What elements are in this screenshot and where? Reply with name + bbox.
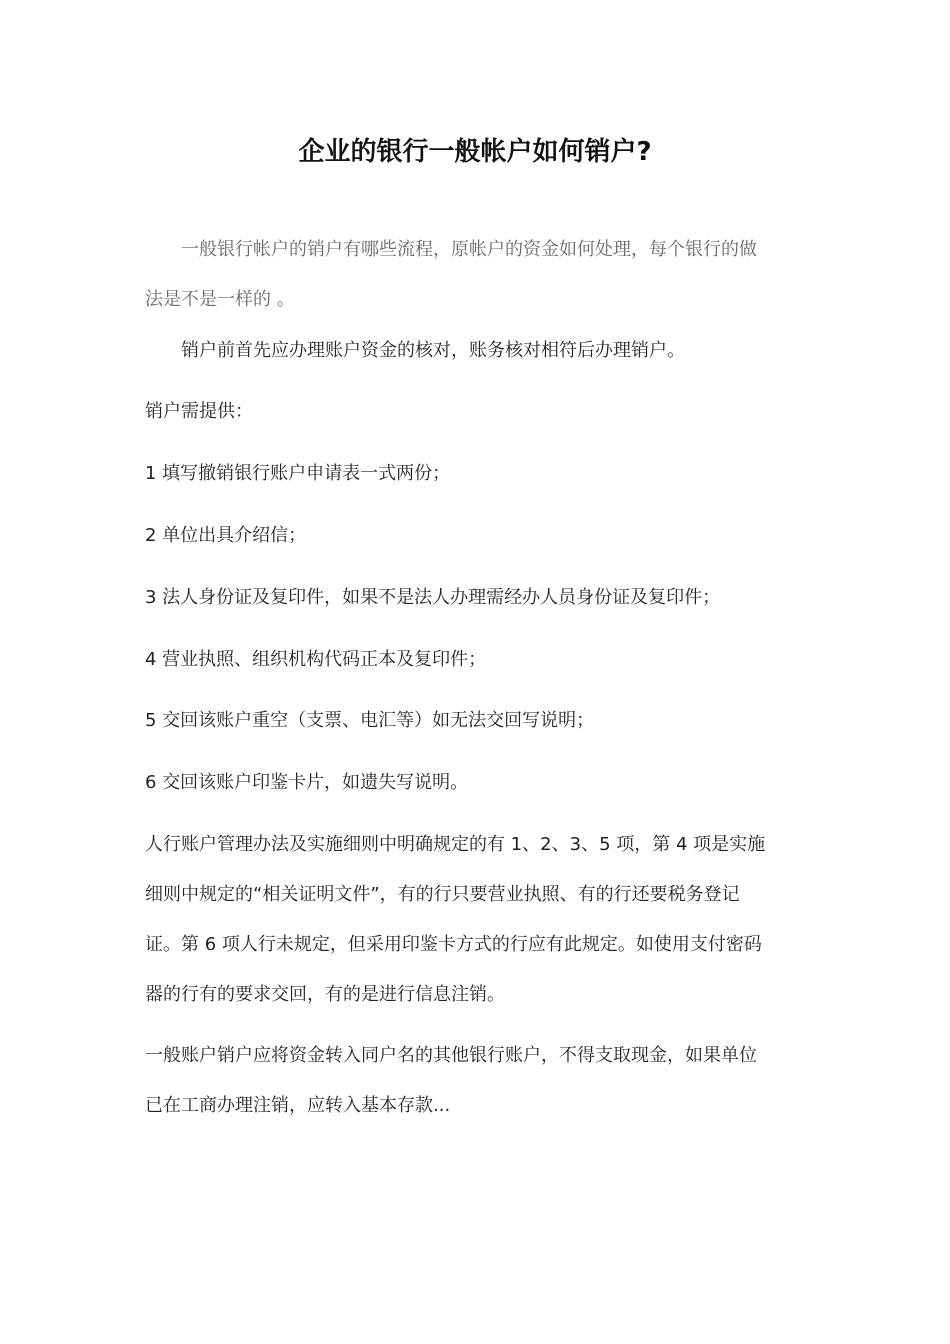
page-title: 企业的银行一般帐户如何销户? [298, 137, 652, 167]
regulation-line: 人行账户管理办法及实施细则中明确规定的有 1、2、3、5 项，第 4 项是实施 [145, 834, 766, 855]
requirement-item: 2 单位出具介绍信； [145, 525, 307, 546]
intro-line: 法是不是一样的 。 [145, 289, 295, 310]
requirement-item: 5 交回该账户重空（支票、电汇等）如无法交回写说明； [145, 710, 595, 731]
requirement-item: 4 营业执照、组织机构代码正本及复印件； [145, 649, 487, 670]
check-paragraph: 销户前首先应办理账户资金的核对，账务核对相符后办理销户。 [181, 340, 685, 361]
regulation-line: 器的行有的要求交回，有的是进行信息注销。 [145, 984, 505, 1005]
regulation-line: 证。第 6 项人行未规定，但采用印鉴卡方式的行应有此规定。如使用支付密码 [145, 934, 762, 955]
requirement-item: 3 法人身份证及复印件，如果不是法人办理需经办人员身份证及复印件； [145, 587, 721, 608]
requirements-heading: 销户需提供： [145, 401, 253, 422]
requirement-item: 1 填写撤销银行账户申请表一式两份； [145, 463, 451, 484]
intro-line: 一般银行帐户的销户有哪些流程，原帐户的资金如何处理，每个银行的做 [181, 239, 757, 260]
closing-line: 一般账户销户应将资金转入同户名的其他银行账户，不得支取现金，如果单位 [145, 1045, 757, 1066]
requirement-item: 6 交回该账户印鉴卡片，如遗失写说明。 [145, 772, 469, 793]
regulation-line: 细则中规定的“相关证明文件”，有的行只要营业执照、有的行还要税务登记 [145, 884, 740, 905]
closing-line: 已在工商办理注销，应转入基本存款... [145, 1095, 451, 1116]
